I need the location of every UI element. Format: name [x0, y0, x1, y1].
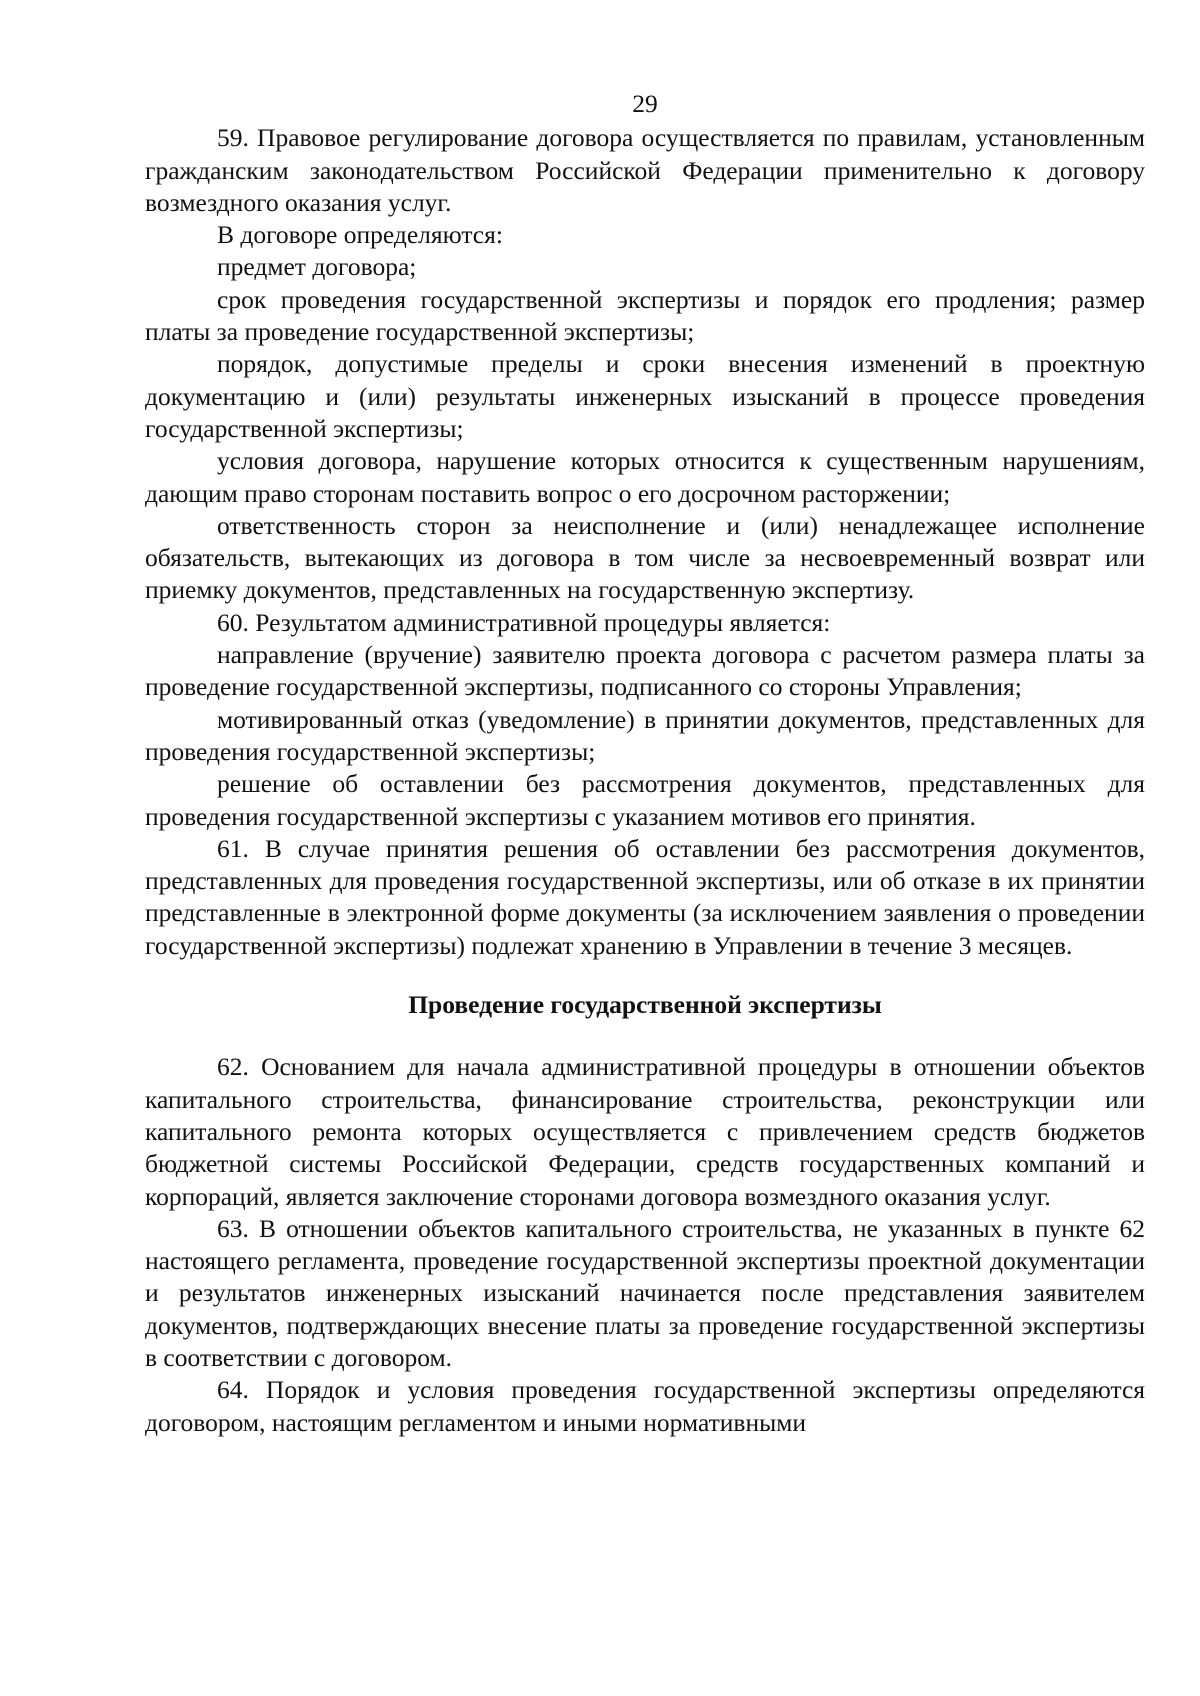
- paragraph-63: 63. В отношении объектов капитального строительства, не указанных в пункте 62 настоящего регламента, проведение государственной экспертизы проектной документации и результатов инженерных изысканий начинается после представления заявителем документов, подтверждающих внесение платы за проведение государственной экспертизы в соответствии с договором.: [145, 1213, 1145, 1372]
- paragraph-responsibility: ответственность сторон за неисполнение и (или) ненадлежащее исполнение обязательств, вытекающих из договора в том числе за несвоевременный возврат или приемку документов, представленных на государственную экспертизу.: [145, 510, 1145, 605]
- paragraph-conditions: условия договора, нарушение которых относится к существенным нарушениям, дающим право сторонам поставить вопрос о его досрочном расторжении;: [145, 446, 1145, 508]
- paragraph-no-review: решение об оставлении без рассмотрения документов, представленных для проведения государственной экспертизы с указанием мотивов его принятия.: [145, 769, 1145, 831]
- paragraph-contract-defines: В договоре определяются:: [217, 220, 503, 250]
- document-page: [145, 88, 1145, 1439]
- paragraph-changes-order: порядок, допустимые пределы и сроки внесения изменений в проектную документацию и (или) результаты инженерных изысканий в процессе проведения государственной экспертизы;: [145, 349, 1145, 443]
- paragraph-draft-contract: направление (вручение) заявителю проекта договора с расчетом размера платы за проведение государственной экспертизы, подписанного со стороны Управления;: [145, 640, 1145, 702]
- paragraph-60: 60. Результатом административной процедуры является:: [217, 607, 831, 637]
- paragraph-term: срок проведения государственной экспертизы и порядок его продления; размер платы за проведение государственной экспертизы;: [145, 284, 1145, 347]
- page-number: 29: [632, 89, 658, 118]
- paragraph-61: 61. В случае принятия решения об оставлении без рассмотрения документов, представленных для проведения государственной экспертизы, или об отказе в их принятии представленные в электронной форме документы (за исключением заявления о проведении государственной экспертизы) подлежат хранению в Управлении в течение 3 месяцев.: [145, 833, 1145, 960]
- section-title: Проведение государственной экспертизы: [408, 990, 882, 1020]
- paragraph-subject: предмет договора;: [217, 252, 417, 282]
- paragraph-59: 59. Правовое регулирование договора осуществляется по правилам, установленным гражданским законодательством Российской Федерации применительно к договору возмездного оказания услуг.: [145, 123, 1145, 217]
- paragraph-62: 62. Основанием для начала административной процедуры в отношении объектов капитального строительства, финансирование строительства, реконструкции или капитального ремонта которых осуществляется с привлечением средств бюджетов бюджетной системы Российской Федерации, средств государственных компаний и корпораций, является заключение сторонами договора возмездного оказания услуг.: [145, 1052, 1145, 1211]
- paragraph-refusal: мотивированный отказ (уведомление) в принятии документов, представленных для проведения государственной экспертизы;: [145, 704, 1145, 766]
- paragraph-64: 64. Порядок и условия проведения государственной экспертизы определяются договором, настоящим регламентом и иными нормативными: [145, 1375, 1145, 1437]
